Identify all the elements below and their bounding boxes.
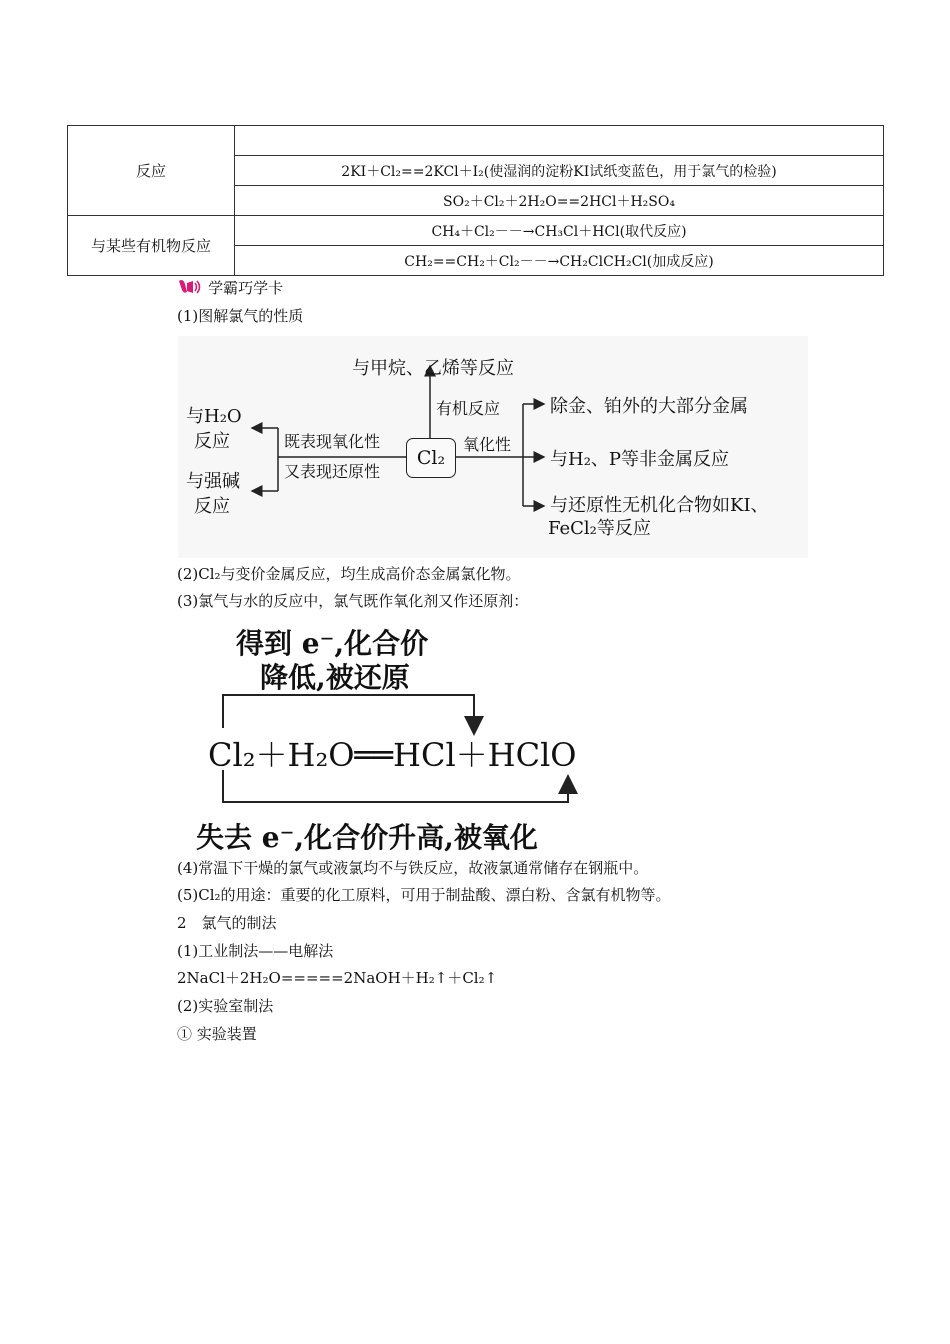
paragraph: ① 实验装置 (177, 1025, 257, 1043)
diagram-label: 既表现氧化性 (284, 432, 381, 451)
table-category: 反应 (68, 126, 235, 216)
megaphone-icon (177, 278, 203, 296)
table-cell: CH₂==CH₂＋Cl₂－－→CH₂ClCH₂Cl(加成反应) (235, 246, 884, 276)
diagram-label: 反应 (194, 496, 230, 517)
diagram-label: 与H₂O (186, 406, 242, 427)
chlorine-properties-diagram (178, 336, 808, 558)
diagram-label: 氧化性 (463, 435, 512, 454)
paragraph: (4)常温下干燥的氯气或液氯均不与铁反应，故液氯通常储存在钢瓶中。 (177, 859, 649, 877)
paragraph: (1)图解氯气的性质 (177, 307, 304, 325)
paragraph: (2)实验室制法 (177, 997, 274, 1015)
paragraph: (1)工业制法——电解法 (177, 942, 334, 960)
table-cell: CH₄＋Cl₂－－→CH₃Cl＋HCl(取代反应) (235, 216, 884, 246)
card-title: 学霸巧学卡 (208, 279, 284, 297)
diagram-label: 与还原性无机化合物如KI、 (550, 495, 769, 516)
table-cell: SO₂＋Cl₂＋2H₂O==2HCl＋H₂SO₄ (235, 186, 884, 216)
electron-lose-label: 失去 e⁻,化合价升高,被氧化 (196, 821, 538, 854)
equation-line: 2NaCl＋2H₂O=====2NaOH＋H₂↑＋Cl₂↑ (177, 969, 498, 987)
diagram-label: 又表现还原性 (284, 462, 381, 481)
chlorine-node: Cl₂ (406, 438, 456, 478)
electron-gain-label: 降低,被还原 (260, 661, 410, 694)
diagram-label: 有机反应 (436, 399, 501, 418)
diagram-label: 反应 (194, 431, 230, 452)
diagram-label: 与甲烷、乙烯等反应 (352, 358, 514, 379)
diagram-label: 除金、铂外的大部分金属 (550, 396, 748, 417)
table-category: 与某些有机物反应 (68, 216, 235, 276)
table-cell (235, 126, 884, 156)
diagram-label: FeCl₂等反应 (548, 518, 651, 539)
paragraph: (2)Cl₂与变价金属反应，均生成高价态金属氯化物。 (177, 565, 521, 583)
electron-transfer-diagram (178, 620, 638, 852)
diagram-label: 与H₂、P等非金属反应 (550, 449, 730, 470)
electron-gain-label: 得到 e⁻,化合价 (236, 627, 429, 660)
paragraph: (5)Cl₂的用途：重要的化工原料，可用于制盐酸、漂白粉、含氯有机物等。 (177, 886, 671, 904)
section-heading: 2 氯气的制法 (177, 914, 277, 932)
table-cell: 2KI＋Cl₂==2KCl＋I₂(使湿润的淀粉KI试纸变蓝色，用于氯气的检验) (235, 156, 884, 186)
reaction-table (67, 125, 884, 276)
chemical-equation: Cl₂＋H₂O══HCl＋HClO (208, 736, 577, 774)
diagram-label: 与强碱 (186, 471, 240, 492)
card-header (177, 278, 283, 298)
paragraph: (3)氯气与水的反应中，氯气既作氧化剂又作还原剂： (177, 592, 529, 610)
